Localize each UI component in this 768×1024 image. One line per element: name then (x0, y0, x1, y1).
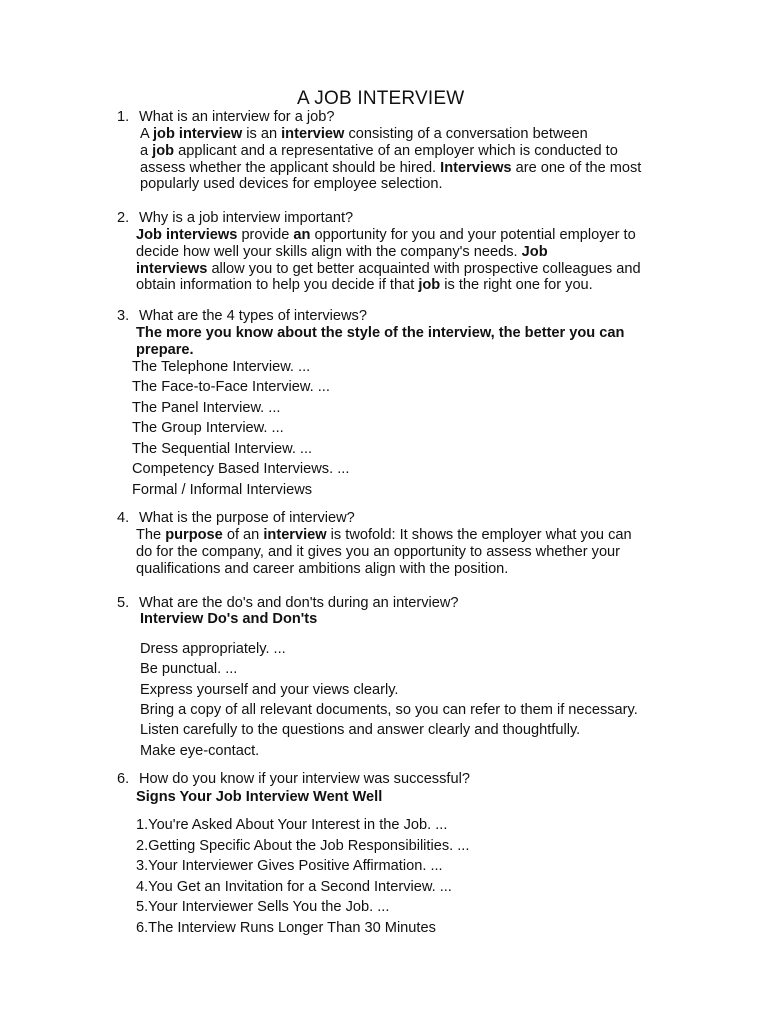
interview-type-item: The Face-to-Face Interview. ... (132, 379, 330, 395)
dos-donts-item: Be punctual. ... (140, 661, 238, 677)
section-2-answer-line: obtain information to help you decide if that job is the right one for you. (136, 277, 593, 293)
section-4-answer-line: qualifications and career ambitions align with the position. (136, 561, 509, 577)
success-sign-item: 2.Getting Specific About the Job Responsibilities. ... (136, 838, 470, 854)
section-1-answer-line: assess whether the applicant should be hired. Interviews are one of the most (140, 160, 642, 176)
section-2-question: Why is a job interview important? (139, 210, 354, 226)
section-1-question: What is an interview for a job? (139, 109, 335, 125)
interview-type-item: The Telephone Interview. ... (132, 359, 311, 375)
bold-term: Job (521, 244, 548, 260)
section-1-answer-line: a job applicant and a representative of an employer which is conducted to (140, 143, 618, 159)
section-5-question: What are the do's and don'ts during an interview? (139, 595, 459, 611)
dos-donts-item: Express yourself and your views clearly. (140, 682, 399, 698)
success-sign-item: 4.You Get an Invitation for a Second Interview. ... (136, 879, 452, 895)
section-2-answer-line: decide how well your skills align with the company's needs. Job (136, 244, 548, 260)
interview-type-item: The Sequential Interview. ... (132, 441, 313, 457)
section-6-question: How do you know if your interview was successful? (139, 771, 470, 787)
section-1-answer-line: A job interview is an interview consisting of a conversation between (140, 126, 588, 142)
section-5-subheading: Interview Do's and Don'ts (140, 611, 318, 627)
section-6-number: 6. (117, 771, 130, 787)
section-5-number: 5. (117, 595, 130, 611)
section-2-answer-line: interviews allow you to get better acquainted with prospective colleagues and (136, 261, 641, 277)
section-3-number: 3. (117, 308, 130, 324)
section-2-number: 2. (117, 210, 130, 226)
section-4-number: 4. (117, 510, 130, 526)
bold-term: interview (263, 527, 327, 543)
section-6-subheading: Signs Your Job Interview Went Well (136, 789, 383, 805)
dos-donts-item: Dress appropriately. ... (140, 641, 286, 657)
bold-term: Interviews (440, 160, 512, 176)
document-title: A JOB INTERVIEW (297, 88, 465, 109)
interview-type-item: The Panel Interview. ... (132, 400, 281, 416)
bold-term: job (152, 143, 175, 159)
bold-term: an (293, 227, 311, 243)
interview-type-item: Competency Based Interviews. ... (132, 461, 350, 477)
bold-term: interview (281, 126, 345, 142)
dos-donts-item: Bring a copy of all relevant documents, so you can refer to them if necessary. (140, 702, 638, 718)
bold-term: Job interviews (136, 227, 238, 243)
bold-term: job (418, 277, 441, 293)
bold-term: purpose (165, 527, 223, 543)
interview-type-item: Formal / Informal Interviews (132, 482, 313, 498)
section-1-answer-line: popularly used devices for employee selection. (140, 176, 443, 192)
success-sign-item: 1.You're Asked About Your Interest in the Job. ... (136, 817, 448, 833)
section-4-question: What is the purpose of interview? (139, 510, 355, 526)
section-2-answer-line: Job interviews provide an opportunity for you and your potential employer to (136, 227, 636, 243)
section-4-answer-line: do for the company, and it gives you an opportunity to assess whether your (136, 544, 621, 560)
section-3-subheading: The more you know about the style of the interview, the better you can (136, 325, 625, 341)
success-sign-item: 3.Your Interviewer Gives Positive Affirmation. ... (136, 858, 443, 874)
section-3-subheading: prepare. (136, 342, 194, 358)
section-3-question: What are the 4 types of interviews? (139, 308, 367, 324)
bold-term: job interview (152, 126, 243, 142)
dos-donts-item: Make eye-contact. (140, 743, 260, 759)
success-sign-item: 6.The Interview Runs Longer Than 30 Minutes (136, 920, 436, 936)
dos-donts-item: Listen carefully to the questions and answer clearly and thoughtfully. (140, 722, 581, 738)
section-4-answer-line: The purpose of an interview is twofold: It shows the employer what you can (136, 527, 632, 543)
interview-type-item: The Group Interview. ... (132, 420, 284, 436)
section-1-number: 1. (117, 109, 130, 125)
success-sign-item: 5.Your Interviewer Sells You the Job. ... (136, 899, 390, 915)
bold-term: interviews (136, 261, 208, 277)
